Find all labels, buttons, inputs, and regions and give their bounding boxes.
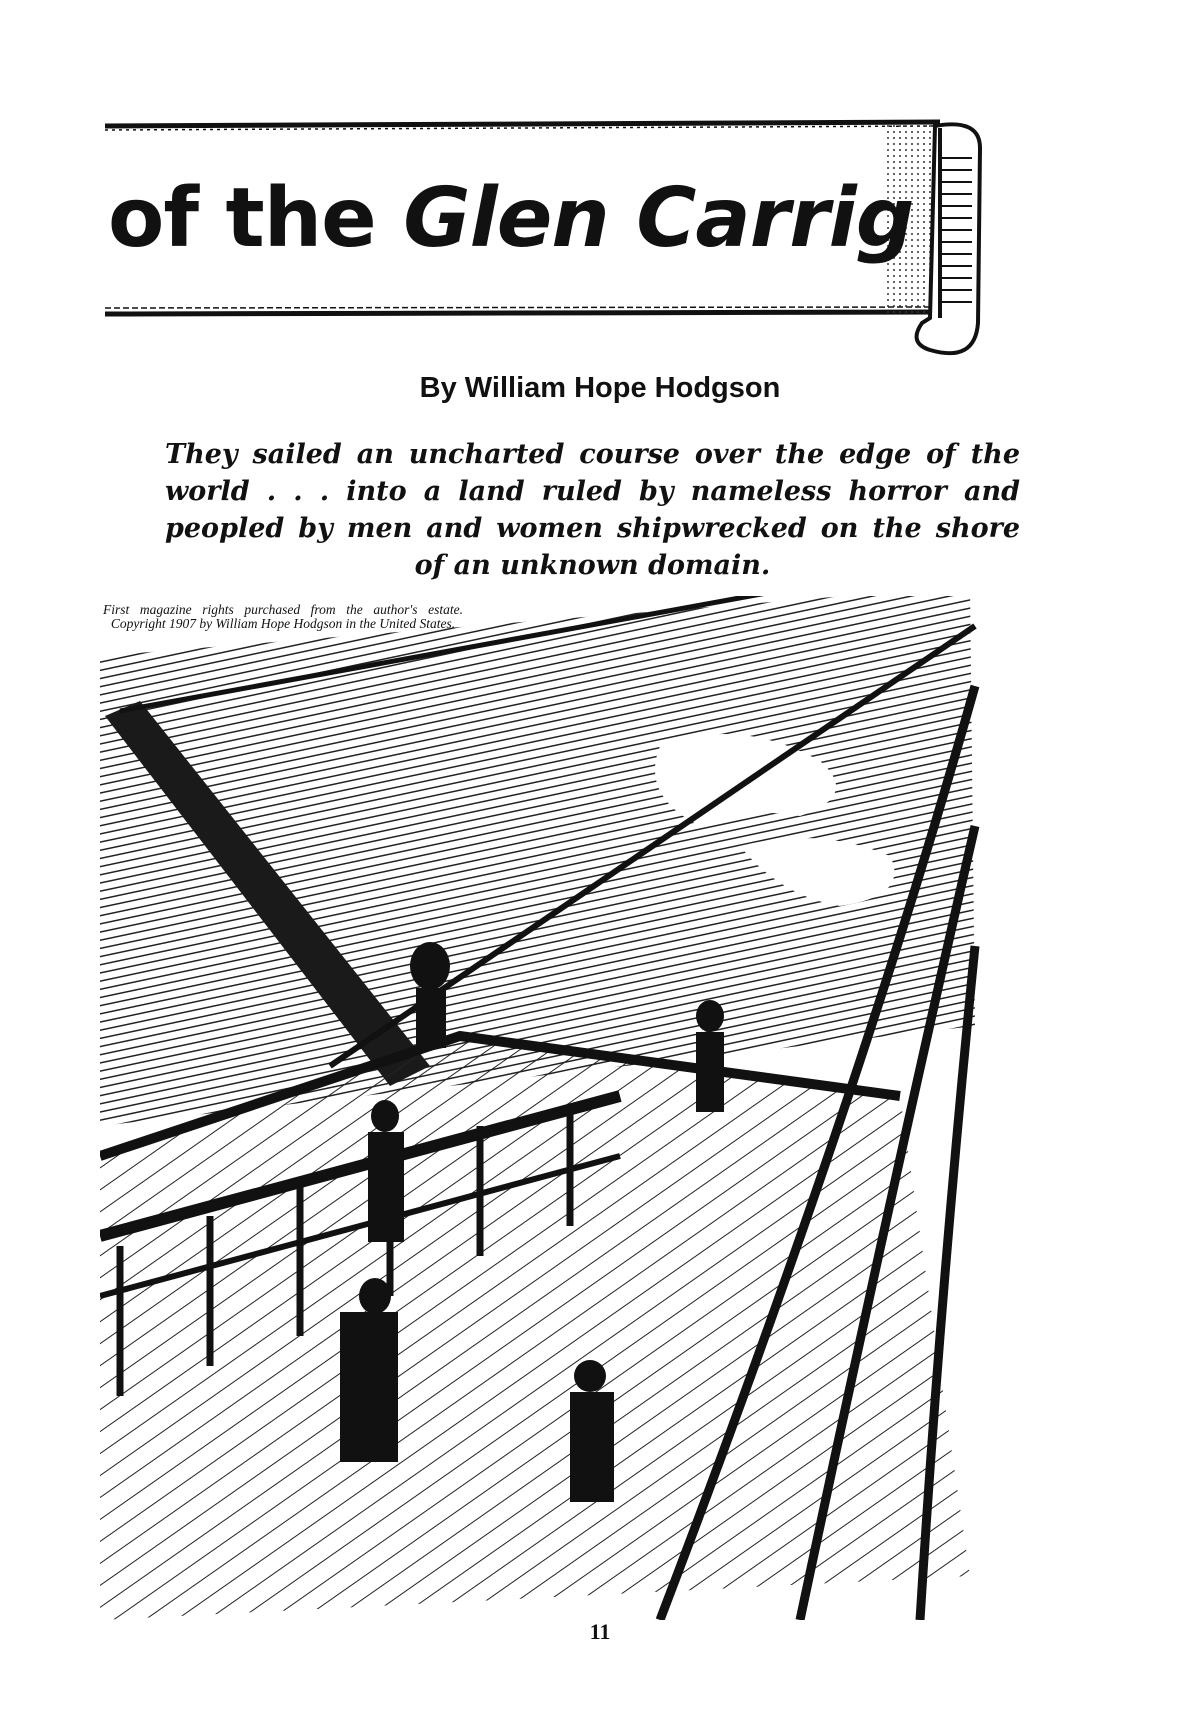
title-plain: of the [108, 171, 404, 266]
ship-scene [100, 596, 1075, 1620]
story-blurb: They sailed an uncharted course over the edge of the world . . . into a land ruled by nameless horror and peopled by men and women shipwrecked on the shore of an unknown domain. [165, 439, 1020, 581]
ship-illustration [100, 596, 1075, 1620]
page-number: 11 [589, 1619, 611, 1644]
banner-top-edge [105, 122, 940, 126]
story-title [108, 171, 914, 266]
banner-bottom-edge [105, 312, 940, 314]
author-byline: By William Hope Hodgson [419, 372, 781, 404]
copyright-credit: First magazine rights purchased from the author's estate. Copyright 1907 by William Hope Hodgson in the United States. [103, 602, 463, 631]
title-italic: Glen Carrig [403, 171, 914, 266]
